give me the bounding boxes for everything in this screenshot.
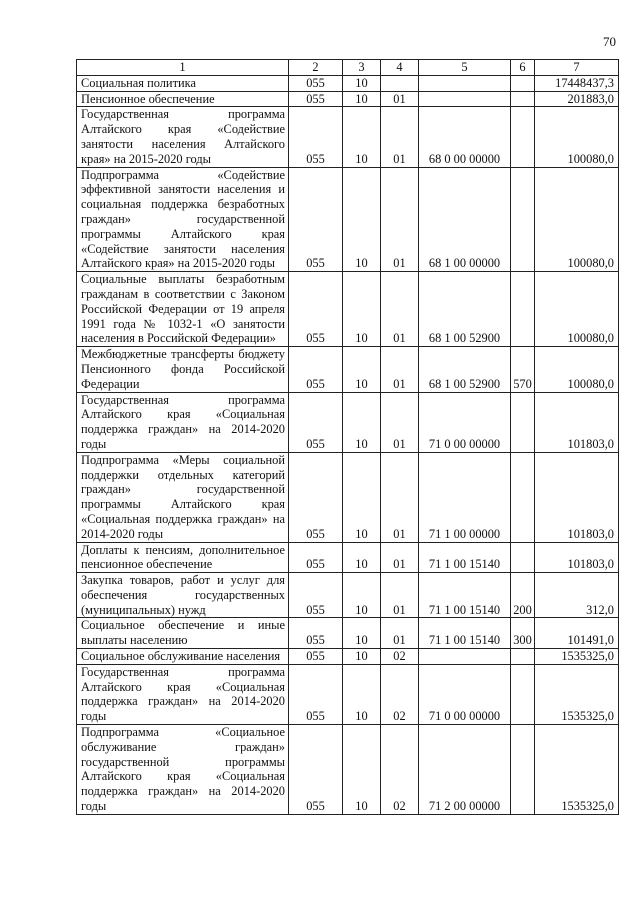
code-section: 10: [343, 664, 381, 724]
code-expense-type: [511, 392, 535, 452]
code-ministry: 055: [289, 725, 343, 815]
code-subsection: 01: [381, 573, 419, 618]
code-section: 10: [343, 91, 381, 107]
amount: 17448437,3: [535, 75, 619, 91]
code-ministry: 055: [289, 573, 343, 618]
code-ministry: 055: [289, 664, 343, 724]
code-ministry: 055: [289, 542, 343, 573]
code-target-article: 71 1 00 15140: [419, 618, 511, 649]
code-ministry: 055: [289, 392, 343, 452]
code-target-article: 71 2 00 00000: [419, 725, 511, 815]
row-name: Межбюджетные трансферты бюджету Пенсионного фонда Российской Федерации: [77, 347, 289, 392]
code-section: 10: [343, 167, 381, 272]
code-subsection: 01: [381, 107, 419, 167]
row-name: Пенсионное обеспечение: [77, 91, 289, 107]
code-section: 10: [343, 649, 381, 665]
code-section: 10: [343, 725, 381, 815]
column-header: 2: [289, 60, 343, 76]
budget-table: [76, 59, 619, 815]
code-subsection: 01: [381, 392, 419, 452]
table-row: [77, 725, 619, 815]
table-row: [77, 272, 619, 347]
table-row: [77, 452, 619, 542]
table-row: [77, 392, 619, 452]
code-subsection: 01: [381, 618, 419, 649]
code-ministry: 055: [289, 347, 343, 392]
code-section: 10: [343, 542, 381, 573]
table-row: [77, 91, 619, 107]
amount: 100080,0: [535, 107, 619, 167]
code-expense-type: 570: [511, 347, 535, 392]
amount: 100080,0: [535, 167, 619, 272]
table-row: [77, 664, 619, 724]
code-target-article: 71 1 00 15140: [419, 573, 511, 618]
code-subsection: 01: [381, 452, 419, 542]
code-section: 10: [343, 272, 381, 347]
code-target-article: [419, 91, 511, 107]
code-ministry: 055: [289, 452, 343, 542]
code-expense-type: [511, 107, 535, 167]
code-section: 10: [343, 107, 381, 167]
code-section: 10: [343, 452, 381, 542]
code-ministry: 055: [289, 167, 343, 272]
amount: 101491,0: [535, 618, 619, 649]
column-header: 7: [535, 60, 619, 76]
code-section: 10: [343, 75, 381, 91]
code-section: 10: [343, 347, 381, 392]
amount: 101803,0: [535, 542, 619, 573]
row-name: Закупка товаров, работ и услуг для обеспечения государственных (муниципальных) нужд: [77, 573, 289, 618]
table-row: [77, 573, 619, 618]
table-row: [77, 618, 619, 649]
column-header: 4: [381, 60, 419, 76]
code-section: 10: [343, 618, 381, 649]
row-name: Доплаты к пенсиям, дополнительное пенсионное обеспечение: [77, 542, 289, 573]
column-header-row: [77, 60, 619, 76]
code-target-article: [419, 75, 511, 91]
code-target-article: 71 1 00 15140: [419, 542, 511, 573]
code-subsection: 01: [381, 542, 419, 573]
code-target-article: 68 1 00 52900: [419, 347, 511, 392]
row-name: Подпрограмма «Социальное обслуживание граждан» государственной программы Алтайского края «Социальная поддержка граждан» на 2014-2020 годы: [77, 725, 289, 815]
code-ministry: 055: [289, 107, 343, 167]
amount: 101803,0: [535, 452, 619, 542]
code-ministry: 055: [289, 649, 343, 665]
code-subsection: 01: [381, 91, 419, 107]
amount: 100080,0: [535, 272, 619, 347]
code-section: 10: [343, 392, 381, 452]
code-subsection: 01: [381, 167, 419, 272]
code-target-article: 71 0 00 00000: [419, 664, 511, 724]
page-number: 70: [603, 34, 616, 49]
amount: 1535325,0: [535, 725, 619, 815]
row-name: Социальная политика: [77, 75, 289, 91]
table-row: [77, 107, 619, 167]
code-ministry: 055: [289, 272, 343, 347]
table-row: [77, 347, 619, 392]
code-subsection: 02: [381, 664, 419, 724]
row-name: Социальное обеспечение и иные выплаты населению: [77, 618, 289, 649]
table-row: [77, 167, 619, 272]
code-ministry: 055: [289, 91, 343, 107]
row-name: Подпрограмма «Меры социальной поддержки отдельных категорий граждан» государственной программы Алтайского края «Социальная поддержка граждан» на 2014-2020 годы: [77, 452, 289, 542]
row-name: Социальные выплаты безработным гражданам в соответствии с Законом Российской Федерации от 19 апреля 1991 года № 1032-1 «О занятости населения в Российской Федерации»: [77, 272, 289, 347]
code-subsection: 01: [381, 272, 419, 347]
code-expense-type: 300: [511, 618, 535, 649]
code-expense-type: [511, 91, 535, 107]
amount: 312,0: [535, 573, 619, 618]
column-header: 6: [511, 60, 535, 76]
code-subsection: 02: [381, 725, 419, 815]
code-target-article: 68 0 00 00000: [419, 107, 511, 167]
code-expense-type: [511, 664, 535, 724]
row-name: Государственная программа Алтайского края «Социальная поддержка граждан» на 2014-2020 годы: [77, 392, 289, 452]
code-expense-type: 200: [511, 573, 535, 618]
code-ministry: 055: [289, 75, 343, 91]
code-target-article: 71 0 00 00000: [419, 392, 511, 452]
code-expense-type: [511, 167, 535, 272]
column-header: 1: [77, 60, 289, 76]
row-name: Подпрограмма «Содействие эффективной занятости населения и социальная поддержка безработных граждан» государственной программы Алтайского края «Содействие занятости населения Алтайского края» на 2015-2020 годы: [77, 167, 289, 272]
code-ministry: 055: [289, 618, 343, 649]
code-section: 10: [343, 573, 381, 618]
amount: 100080,0: [535, 347, 619, 392]
code-target-article: 71 1 00 00000: [419, 452, 511, 542]
code-expense-type: [511, 649, 535, 665]
amount: 1535325,0: [535, 649, 619, 665]
code-target-article: 68 1 00 00000: [419, 167, 511, 272]
code-expense-type: [511, 75, 535, 91]
code-subsection: [381, 75, 419, 91]
column-header: 5: [419, 60, 511, 76]
amount: 1535325,0: [535, 664, 619, 724]
code-expense-type: [511, 272, 535, 347]
table-row: [77, 75, 619, 91]
code-subsection: 02: [381, 649, 419, 665]
row-name: Государственная программа Алтайского края «Социальная поддержка граждан» на 2014-2020 годы: [77, 664, 289, 724]
code-subsection: 01: [381, 347, 419, 392]
amount: 101803,0: [535, 392, 619, 452]
table-row: [77, 542, 619, 573]
amount: 201883,0: [535, 91, 619, 107]
row-name: Социальное обслуживание населения: [77, 649, 289, 665]
table-row: [77, 649, 619, 665]
code-expense-type: [511, 725, 535, 815]
code-target-article: 68 1 00 52900: [419, 272, 511, 347]
code-expense-type: [511, 542, 535, 573]
code-target-article: [419, 649, 511, 665]
row-name: Государственная программа Алтайского края «Содействие занятости населения Алтайского края» на 2015-2020 годы: [77, 107, 289, 167]
column-header: 3: [343, 60, 381, 76]
code-expense-type: [511, 452, 535, 542]
